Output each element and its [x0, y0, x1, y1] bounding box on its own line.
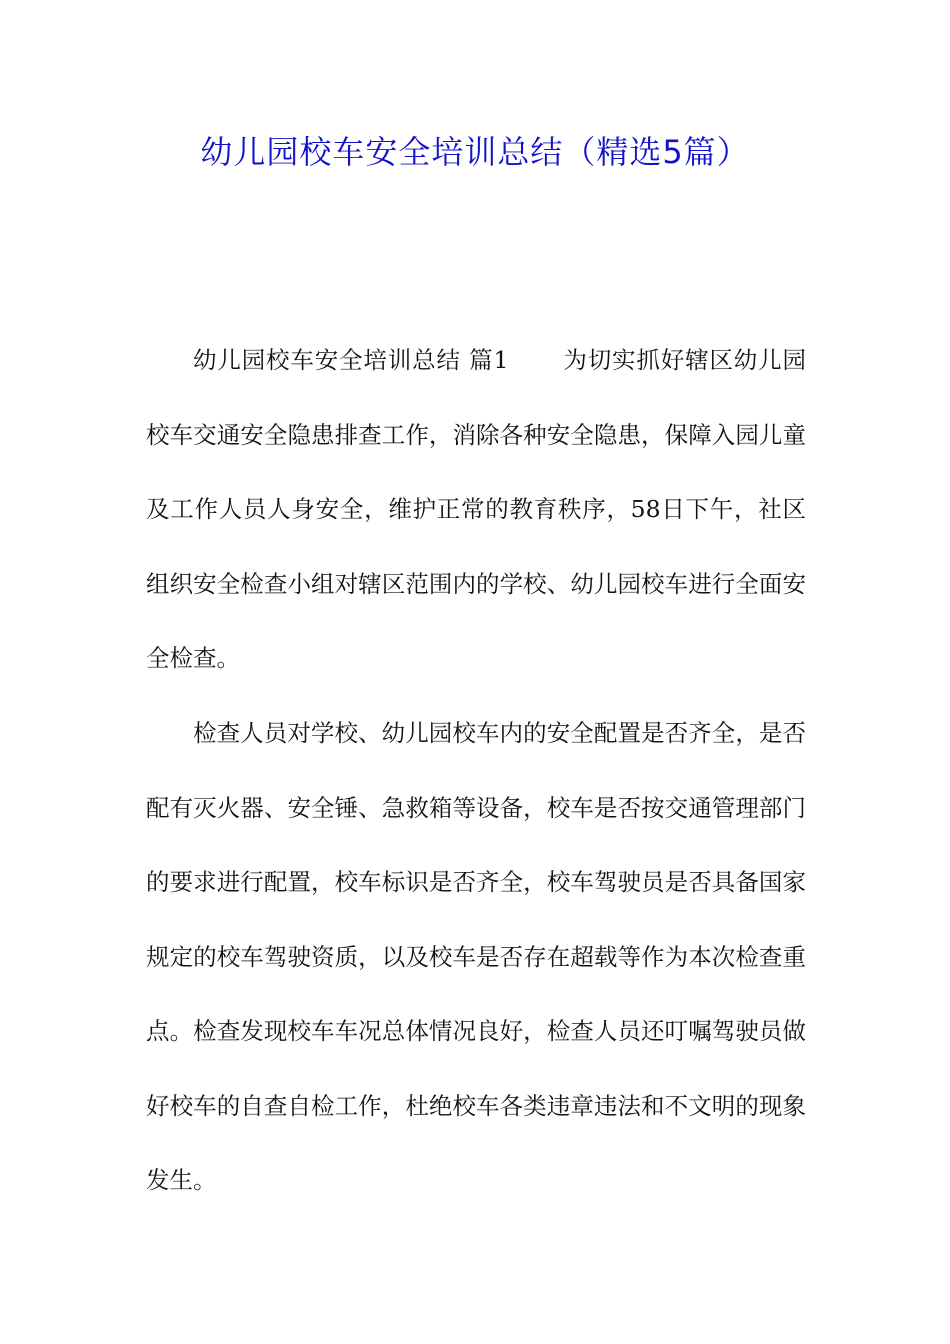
- section-heading: 幼儿园校车安全培训总结 篇1: [193, 346, 509, 374]
- paragraph-1: [146, 323, 806, 696]
- document-title: 幼儿园校车安全培训总结（精选5篇）: [200, 133, 750, 171]
- paragraph-1-text: 为切实抓好辖区幼儿园校车交通安全隐患排查工作，消除各种安全隐患，保障入园儿童及工作人员人身安全，维护正常的教育秩序，58日下午，社区组织安全检查小组对辖区范围内的学校、幼儿园校车进行全面安全检查。: [146, 346, 807, 672]
- paragraph-2: 检查人员对学校、幼儿园校车内的安全配置是否齐全，是否配有灭火器、安全锤、急救箱等设备，校车是否按交通管理部门的要求进行配置，校车标识是否齐全，校车驾驶员是否具备国家规定的校车驾驶资质，以及校车是否存在超载等作为本次检查重点。检查发现校车车况总体情况良好，检查人员还叮嘱驾驶员做好校车的自查自检工作，杜绝校车各类违章违法和不文明的现象发生。: [146, 719, 806, 1194]
